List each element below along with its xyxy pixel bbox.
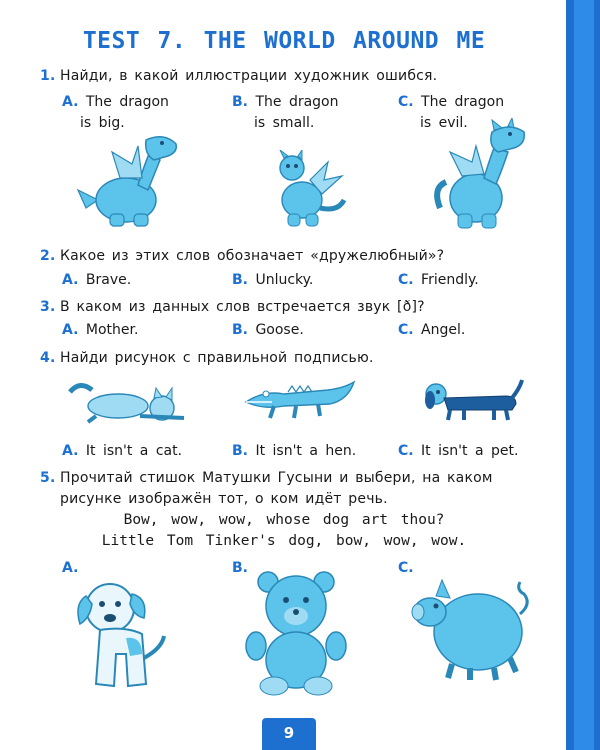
option-letter: B. (232, 94, 248, 110)
question-text: В каком из данных слов встречается звук [ð]? (60, 299, 425, 315)
poem-line-2: Little Tom Tinker's dog, bow, wow, wow. (101, 533, 467, 549)
question-number: 5. (40, 470, 56, 486)
dog-illustration[interactable] (70, 574, 170, 696)
option-letter: C. (398, 560, 414, 576)
question-text: Какое из этих слов обозначает «дружелюбный»? (60, 248, 445, 264)
option-letter: B. (232, 272, 248, 288)
poem-line-1: Bow, wow, wow, whose dog art thou? (123, 512, 445, 528)
option-letter: C. (398, 272, 414, 288)
cat-illustration[interactable] (66, 378, 190, 424)
option-4c[interactable] (398, 441, 518, 462)
option-letter: A. (62, 94, 79, 110)
option-1a[interactable] (62, 92, 169, 134)
option-text: Friendly. (421, 272, 479, 288)
question-4 (40, 350, 374, 366)
option-letter: B. (232, 322, 248, 338)
option-text: The dragon (255, 94, 339, 110)
option-letter: C. (398, 94, 414, 110)
option-letter: B. (232, 443, 248, 459)
option-text: It isn't a pet. (421, 443, 519, 459)
option-4a[interactable] (62, 441, 182, 462)
page-number: 9 (262, 718, 316, 750)
page-title: TEST 7. THE WORLD AROUND ME (82, 28, 486, 54)
dragon-big-illustration[interactable] (76, 130, 188, 230)
question-number: 4. (40, 350, 56, 366)
option-letter: A. (62, 560, 79, 576)
option-letter: A. (62, 322, 79, 338)
option-2b[interactable] (232, 270, 313, 291)
question-text: Найди рисунок с правильной подписью. (60, 350, 374, 366)
option-2a[interactable] (62, 270, 131, 291)
crocodile-illustration[interactable] (244, 376, 356, 422)
option-3c[interactable] (398, 320, 465, 341)
option-text: It isn't a hen. (255, 443, 357, 459)
option-text: Mother. (85, 322, 139, 338)
option-3b[interactable] (232, 320, 304, 341)
page-edge-decoration (566, 0, 600, 750)
option-text: Unlucky. (255, 272, 314, 288)
dachshund-illustration[interactable] (420, 378, 524, 424)
option-text: It isn't a cat. (85, 443, 183, 459)
pig-illustration[interactable] (408, 574, 532, 684)
option-3a[interactable] (62, 320, 138, 341)
dragon-small-illustration[interactable] (266, 150, 348, 230)
option-2c[interactable] (398, 270, 479, 291)
option-text: Angel. (421, 322, 466, 338)
bear-illustration[interactable] (244, 568, 348, 698)
option-text: Brave. (85, 272, 132, 288)
question-1 (40, 68, 437, 84)
question-5-line2: рисунке изображён тот, о ком идёт речь. (60, 491, 388, 507)
question-number: 2. (40, 248, 56, 264)
option-letter: A. (62, 443, 79, 459)
question-2 (40, 248, 444, 264)
option-letter: C. (398, 443, 414, 459)
dragon-evil-illustration[interactable] (432, 118, 532, 230)
option-text: is small. (254, 115, 315, 131)
option-text: is big. (80, 115, 125, 131)
option-text: The dragon (85, 94, 169, 110)
question-number: 3. (40, 299, 56, 315)
question-5 (40, 470, 493, 486)
question-number: 1. (40, 68, 56, 84)
question-3 (40, 299, 425, 315)
option-4b[interactable] (232, 441, 356, 462)
question-text: Прочитай стишок Матушки Гусыни и выбери, на каком (60, 470, 493, 486)
option-1b[interactable] (232, 92, 339, 134)
option-text: is evil. (420, 115, 468, 131)
option-letter: A. (62, 272, 79, 288)
option-text: The dragon (421, 94, 505, 110)
option-letter: B. (232, 560, 248, 576)
option-text: Goose. (255, 322, 304, 338)
question-text: Найди, в какой иллюстрации художник ошибся. (60, 68, 438, 84)
option-letter: C. (398, 322, 414, 338)
